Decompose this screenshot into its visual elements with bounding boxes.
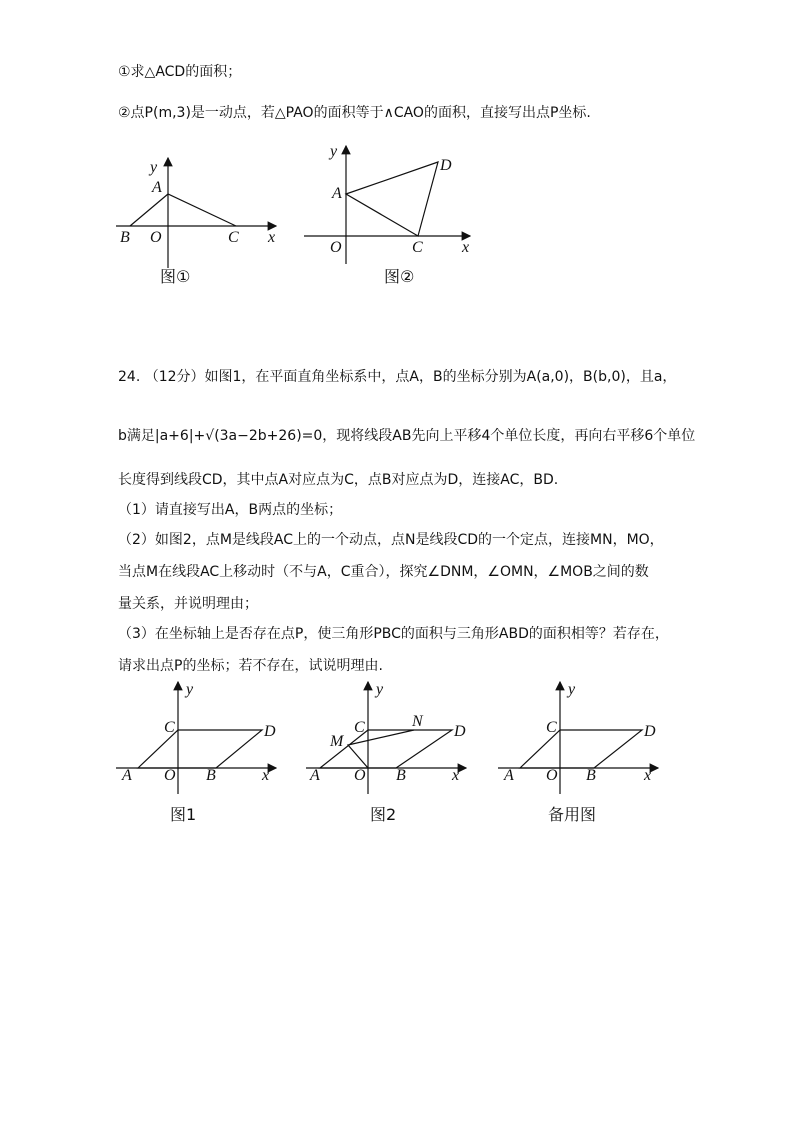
parallelogram-acdb [520, 730, 642, 768]
problem-24-line-1: 24. （12分）如图1，在平面直角坐标系中，点A，B的坐标分别为A(a,0)，B(b,0)，且a， [118, 369, 677, 385]
question-part-1: ①求△ACD的面积； [118, 64, 242, 80]
parallelogram-acdb [138, 730, 262, 768]
figure-spare-parallelogram [490, 676, 670, 826]
problem-24-question-3-line-2: 请求出点P的坐标；若不存在，试说明理由. [118, 658, 383, 674]
label-d: D [454, 723, 466, 740]
label-c: C [412, 239, 423, 256]
problem-24-question-3-line-1: （3）在坐标轴上是否存在点P，使三角形PBC的面积与三角形ABD的面积相等？若存在， [118, 626, 669, 642]
label-x: x [262, 767, 270, 784]
label-x: x [268, 229, 276, 246]
figure-caption: 图2 [370, 805, 397, 824]
label-y: y [376, 681, 384, 698]
label-b: B [586, 767, 596, 784]
figure-2-triangle [298, 140, 488, 290]
label-y: y [568, 681, 576, 698]
figure-caption: 图1 [170, 805, 197, 824]
figure-1-parallelogram [108, 676, 288, 826]
figure-caption: 备用图 [548, 805, 597, 824]
problem-24-question-1: （1）请直接写出A，B两点的坐标； [118, 502, 343, 518]
figure-caption: 图② [384, 267, 415, 286]
label-y: y [150, 159, 158, 176]
label-y: y [330, 143, 338, 160]
label-n: N [412, 713, 423, 730]
triangle-abc [130, 194, 236, 226]
label-o: O [150, 229, 162, 246]
problem-24-question-2-line-2: 当点M在线段AC上移动时（不与A，C重合），探究∠DNM，∠OMN，∠MOB之间的数 [118, 564, 649, 580]
problem-24-line-3: 长度得到线段CD，其中点A对应点为C，点B对应点为D，连接AC，BD. [118, 472, 559, 488]
label-o: O [330, 239, 342, 256]
label-a: A [332, 185, 342, 202]
figure-caption: 图① [160, 267, 191, 286]
label-a: A [152, 179, 162, 196]
label-b: B [120, 229, 130, 246]
label-x: x [452, 767, 460, 784]
label-m: M [330, 733, 344, 750]
label-c: C [354, 719, 365, 736]
problem-24-question-2-line-1: （2）如图2，点M是线段AC上的一个动点，点N是线段CD的一个定点，连接MN，MO， [118, 532, 664, 548]
label-x: x [462, 239, 470, 256]
label-d: D [264, 723, 276, 740]
label-o: O [546, 767, 558, 784]
figure-2-parallelogram [298, 676, 478, 826]
label-b: B [206, 767, 216, 784]
label-a: A [310, 767, 320, 784]
problem-24-line-2: b满足|a+6|+√(3a−2b+26)=0，现将线段AB先向上平移4个单位长度，再向右平移6个单位 [118, 428, 696, 444]
label-d: D [440, 157, 452, 174]
label-a: A [122, 767, 132, 784]
label-d: D [644, 723, 656, 740]
label-b: B [396, 767, 406, 784]
label-c: C [228, 229, 239, 246]
label-o: O [164, 767, 176, 784]
label-x: x [644, 767, 652, 784]
label-a: A [504, 767, 514, 784]
label-c: C [546, 719, 557, 736]
problem-24-question-2-line-3: 量关系，并说明理由； [118, 596, 258, 612]
label-c: C [164, 719, 175, 736]
question-part-2: ②点P(m,3)是一动点，若△PAO的面积等于∧CAO的面积，直接写出点P坐标. [118, 105, 591, 121]
label-y: y [186, 681, 194, 698]
figure-1-triangle [108, 150, 288, 290]
label-o: O [354, 767, 366, 784]
triangle-adc [346, 162, 438, 236]
